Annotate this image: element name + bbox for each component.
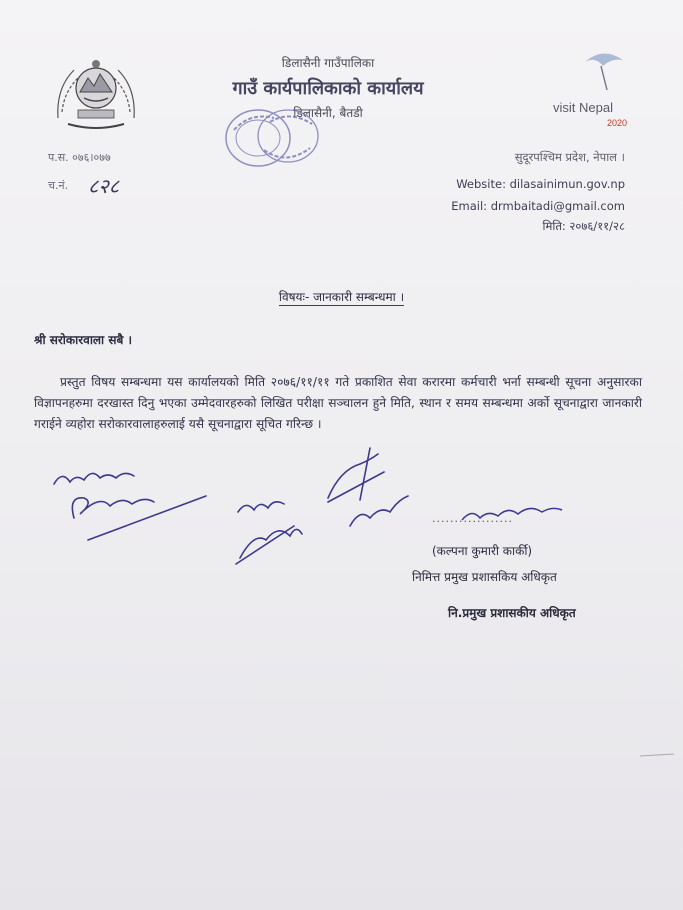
subject-text: विषयः- जानकारी सम्बन्धमा । [278,290,405,304]
office-stamp [220,100,322,172]
municipality-name: डिलासैनी गाउँपालिका [281,56,375,70]
dispatch-number-label: च.नं. [48,179,69,192]
signatory-name: (कल्पना कुमारी कार्की) [432,544,533,558]
letter-date: मिति: २०७६/११/२८ [542,219,625,233]
handwritten-signatures [40,440,440,580]
reference-number: प.स. ०७६।०७७ [48,151,111,164]
province-line: सुदूरपश्चिम प्रदेश, नेपाल । [514,150,625,164]
signatory-title: निमित्त प्रमुख प्रशासकिय अधिकृत [412,570,557,584]
office-title: गाउँ कार्यपालिकाको कार्यालय [232,78,424,99]
visit-nepal-year: 2020 [607,118,628,128]
visit-nepal-text: visit Nepal [553,100,613,115]
letter-body: प्रस्तुत विषय सम्बन्धमा यस कार्यालयको मिति २०७६/११/११ गते प्रकाशित सेवा करारमा कर्मचारी भर्ना सम्बन्धी सूचना अनुसारका विज्ञापनहरुमा दरखास्त दिनु भएका उम्मेदवारहरुको लिखित परीक्षा सञ्चालन हुने मिति, स्थान र समय सम्बन्धमा अर्को सूचनाद्वारा जानकारी गराईने व्यहोरा सरोकारवालाहरुलाई यसै सूचनाद्वारा सूचित गरिन्छ । [34,375,642,431]
signatory-stamp-title: नि.प्रमुख प्रशासकीय अधिकृत [448,606,576,620]
paper-mark [638,748,678,762]
signature-dotted-line: .................. [432,512,513,525]
office-address: डिलासैनी, बैतडी [293,106,363,120]
email-line: Email: drmbaitadi@gmail.com [451,199,625,213]
website-line: Website: dilasainimun.gov.np [456,177,625,191]
visit-nepal-logo [545,42,660,132]
dispatch-number-value: ८२८ [88,174,120,198]
letter-salutation: श्री सरोकारवाला सबै । [34,333,133,347]
officer-signature [458,496,568,528]
letter-subject [0,288,683,305]
